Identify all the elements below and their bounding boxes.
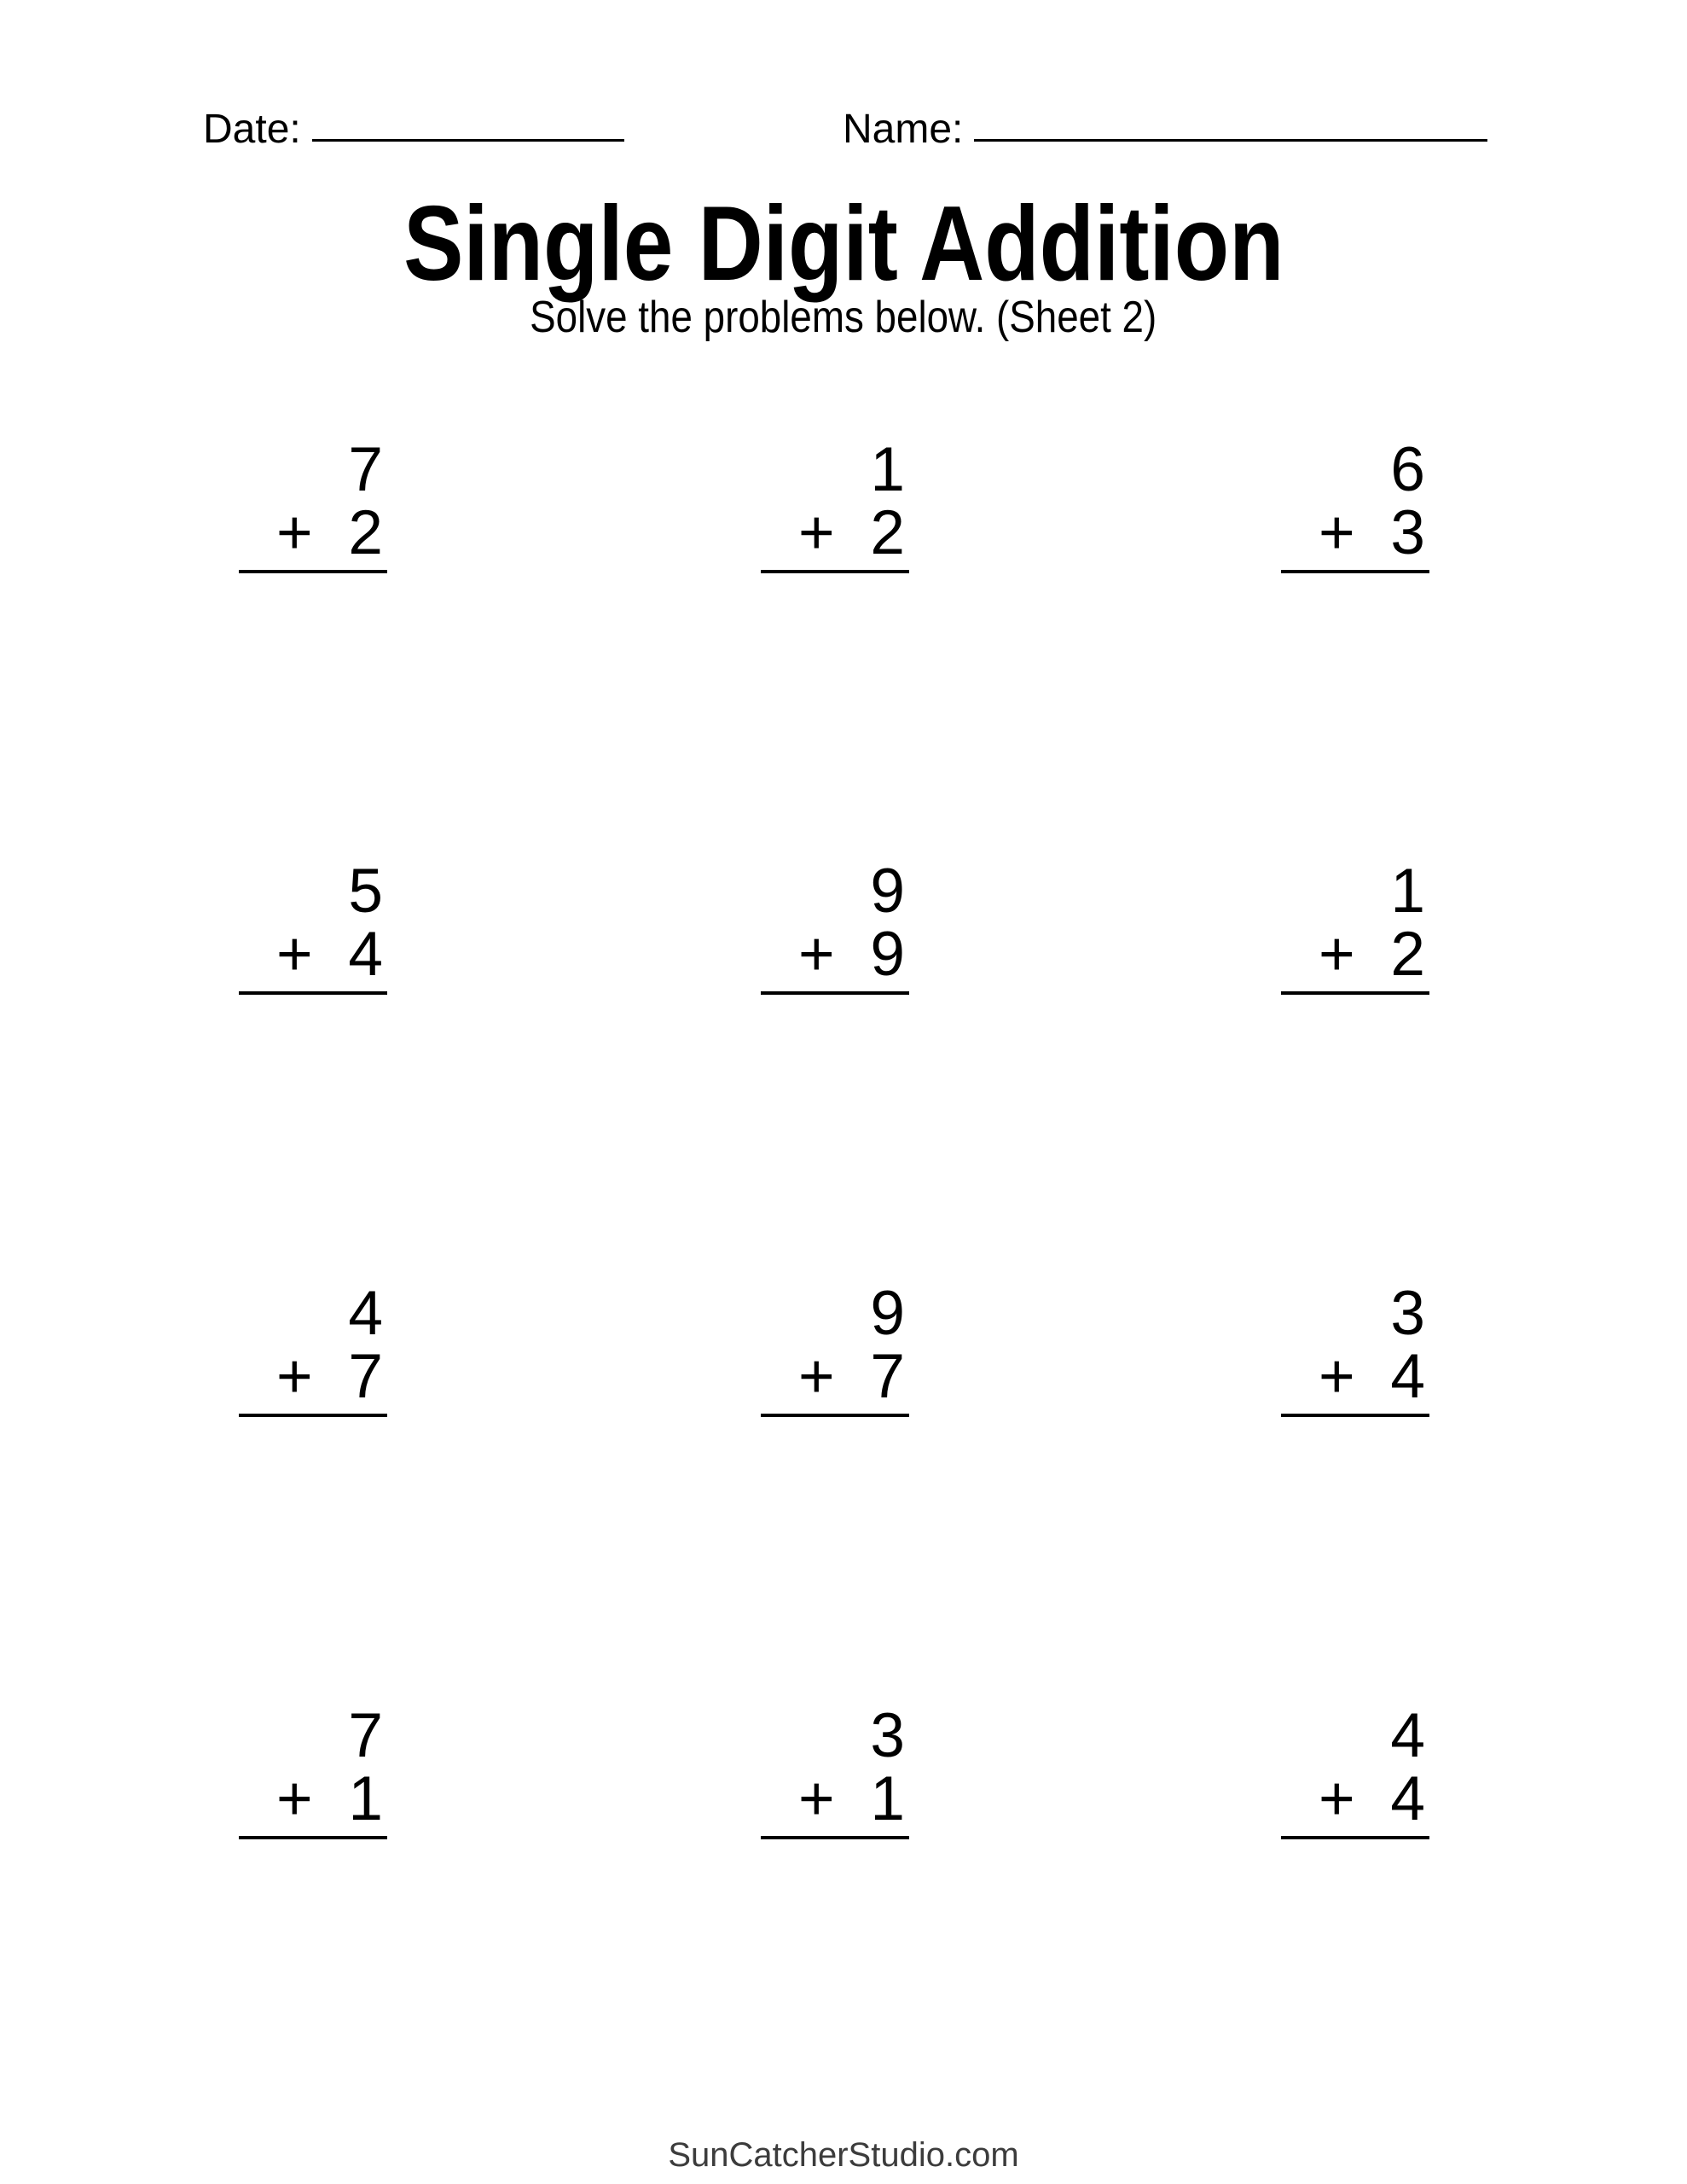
plus-operator: + — [798, 920, 835, 989]
footer-row — [0, 2138, 1687, 2172]
page-title: Single Digit Addition — [403, 185, 1284, 303]
addition-problem — [761, 857, 909, 995]
operator-row — [1281, 498, 1429, 567]
plus-operator: + — [276, 498, 313, 567]
name-fill-line — [974, 139, 1487, 142]
bottom-addend: 2 — [348, 498, 383, 567]
answer-line — [1281, 991, 1429, 995]
date-fill-line — [312, 139, 624, 142]
answer-line — [761, 570, 909, 573]
plus-operator: + — [1319, 920, 1355, 989]
answer-line — [1281, 1836, 1429, 1839]
bottom-addend: 7 — [348, 1342, 383, 1411]
addition-problem — [761, 1279, 909, 1417]
addition-problem — [1281, 1279, 1429, 1417]
plus-operator: + — [798, 1764, 835, 1833]
plus-operator: + — [1319, 1342, 1355, 1411]
bottom-addend: 1 — [870, 1764, 905, 1833]
bottom-addend: 4 — [1390, 1342, 1425, 1411]
top-addend: 6 — [1390, 435, 1425, 504]
addition-problem — [239, 1701, 387, 1839]
top-addend: 7 — [348, 435, 383, 504]
plus-operator: + — [276, 1342, 313, 1411]
subtitle-row — [0, 295, 1687, 340]
top-addend: 9 — [870, 1279, 905, 1348]
addition-problem — [239, 1279, 387, 1417]
addition-problem — [1281, 435, 1429, 573]
bottom-addend: 4 — [1390, 1764, 1425, 1833]
plus-operator: + — [798, 1342, 835, 1411]
bottom-addend: 7 — [870, 1342, 905, 1411]
date-label: Date: — [203, 107, 301, 152]
bottom-addend: 4 — [348, 920, 383, 989]
name-label: Name: — [843, 107, 964, 152]
answer-line — [761, 991, 909, 995]
answer-line — [239, 570, 387, 573]
operator-row — [1281, 1342, 1429, 1411]
top-addend: 9 — [870, 857, 905, 926]
operator-row — [239, 498, 387, 567]
operator-row — [761, 920, 909, 989]
top-addend: 4 — [1390, 1701, 1425, 1770]
top-addend: 3 — [870, 1701, 905, 1770]
top-addend: 5 — [348, 857, 383, 926]
top-addend: 4 — [348, 1279, 383, 1348]
top-addend: 3 — [1390, 1279, 1425, 1348]
plus-operator: + — [1319, 1764, 1355, 1833]
plus-operator: + — [276, 920, 313, 989]
operator-row — [1281, 1764, 1429, 1833]
title-row — [0, 185, 1687, 303]
operator-row — [239, 920, 387, 989]
answer-line — [1281, 570, 1429, 573]
operator-row — [761, 498, 909, 567]
plus-operator: + — [1319, 498, 1355, 567]
top-addend: 7 — [348, 1701, 383, 1770]
addition-problem — [239, 435, 387, 573]
operator-row — [239, 1342, 387, 1411]
addition-problem — [761, 435, 909, 573]
bottom-addend: 1 — [348, 1764, 383, 1833]
footer-credit: SunCatcherStudio.com — [668, 2136, 1019, 2174]
top-addend: 1 — [1390, 857, 1425, 926]
answer-line — [239, 1836, 387, 1839]
answer-line — [239, 1414, 387, 1417]
answer-line — [761, 1414, 909, 1417]
operator-row — [761, 1342, 909, 1411]
operator-row — [239, 1764, 387, 1833]
bottom-addend: 9 — [870, 920, 905, 989]
plus-operator: + — [798, 498, 835, 567]
operator-row — [1281, 920, 1429, 989]
addition-problem — [1281, 857, 1429, 995]
addition-problem — [761, 1701, 909, 1839]
bottom-addend: 2 — [1390, 920, 1425, 989]
answer-line — [239, 991, 387, 995]
page-subtitle: Solve the problems below. (Sheet 2) — [530, 293, 1157, 342]
operator-row — [761, 1764, 909, 1833]
addition-problem — [239, 857, 387, 995]
addition-problem — [1281, 1701, 1429, 1839]
top-addend: 1 — [870, 435, 905, 504]
bottom-addend: 2 — [870, 498, 905, 567]
bottom-addend: 3 — [1390, 498, 1425, 567]
plus-operator: + — [276, 1764, 313, 1833]
answer-line — [761, 1836, 909, 1839]
answer-line — [1281, 1414, 1429, 1417]
